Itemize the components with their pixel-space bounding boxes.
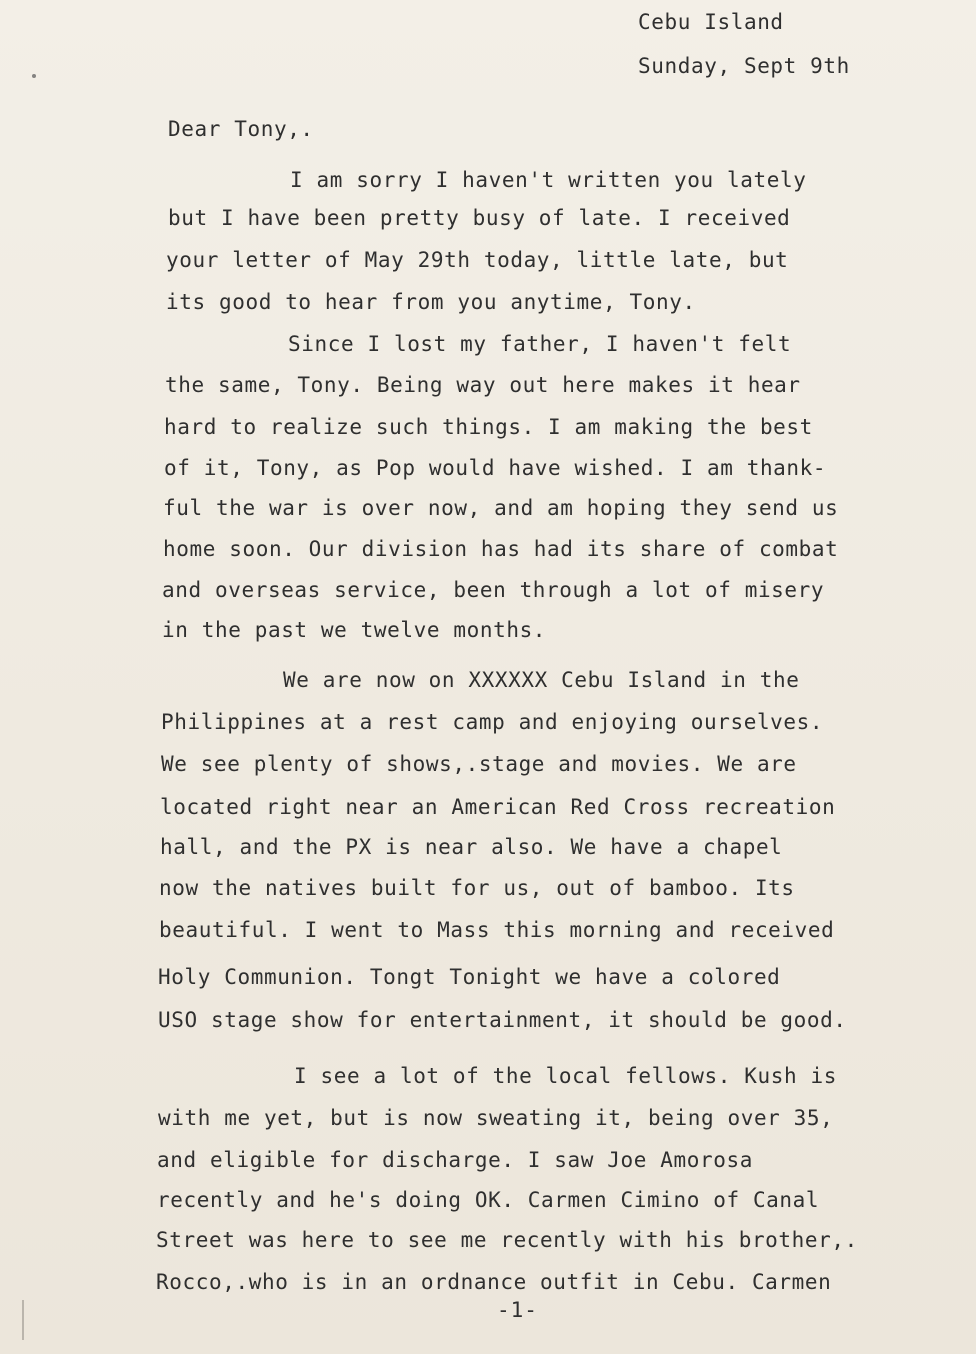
letter-date: Sunday, Sept 9th bbox=[638, 54, 850, 78]
body-line: in the past we twelve months. bbox=[162, 618, 547, 642]
body-line: and overseas service, been through a lot of misery bbox=[162, 578, 825, 602]
body-line: Rocco,.who is in an ordnance outfit in Cebu. Carmen bbox=[156, 1270, 832, 1294]
body-line: the same, Tony. Being way out here makes it hear bbox=[165, 373, 801, 397]
paper-edge-mark bbox=[22, 1300, 24, 1340]
body-line: We are now on XXXXXX Cebu Island in the bbox=[283, 668, 800, 692]
body-line: located right near an American Red Cross recreation bbox=[160, 795, 836, 819]
letter-salutation: Dear Tony,. bbox=[168, 117, 314, 141]
body-line: We see plenty of shows,.stage and movies. We are bbox=[161, 752, 797, 776]
body-line: its good to hear from you anytime, Tony. bbox=[166, 290, 696, 314]
body-line: I am sorry I haven't written you lately bbox=[290, 168, 807, 192]
body-line: home soon. Our division has had its share of combat bbox=[163, 537, 839, 561]
body-line: and eligible for discharge. I saw Joe Amorosa bbox=[157, 1148, 753, 1172]
body-line: beautiful. I went to Mass this morning and received bbox=[159, 918, 835, 942]
body-line: your letter of May 29th today, little late, but bbox=[166, 248, 789, 272]
body-line: with me yet, but is now sweating it, being over 35, bbox=[158, 1106, 834, 1130]
body-line: now the natives built for us, out of bamboo. Its bbox=[159, 876, 795, 900]
body-line: recently and he's doing OK. Carmen Cimino of Canal bbox=[157, 1188, 820, 1212]
body-line: I see a lot of the local fellows. Kush is bbox=[294, 1064, 837, 1088]
body-line: Since I lost my father, I haven't felt bbox=[288, 332, 792, 356]
body-line: Philippines at a rest camp and enjoying ourselves. bbox=[161, 710, 824, 734]
letter-location: Cebu Island bbox=[638, 10, 784, 34]
body-line: hall, and the PX is near also. We have a chapel bbox=[160, 835, 783, 859]
body-line: hard to realize such things. I am making the best bbox=[164, 415, 813, 439]
body-line: Street was here to see me recently with his brother,. bbox=[156, 1228, 858, 1252]
body-line: but I have been pretty busy of late. I received bbox=[168, 206, 791, 230]
body-line: Holy Communion. Tongt Tonight we have a colored bbox=[158, 965, 781, 989]
ink-speck bbox=[32, 74, 36, 78]
page-number: -1- bbox=[497, 1298, 538, 1322]
body-line: ful the war is over now, and am hoping they send us bbox=[163, 496, 839, 520]
body-line: USO stage show for entertainment, it should be good. bbox=[158, 1008, 847, 1032]
body-line: of it, Tony, as Pop would have wished. I am thank- bbox=[164, 456, 827, 480]
